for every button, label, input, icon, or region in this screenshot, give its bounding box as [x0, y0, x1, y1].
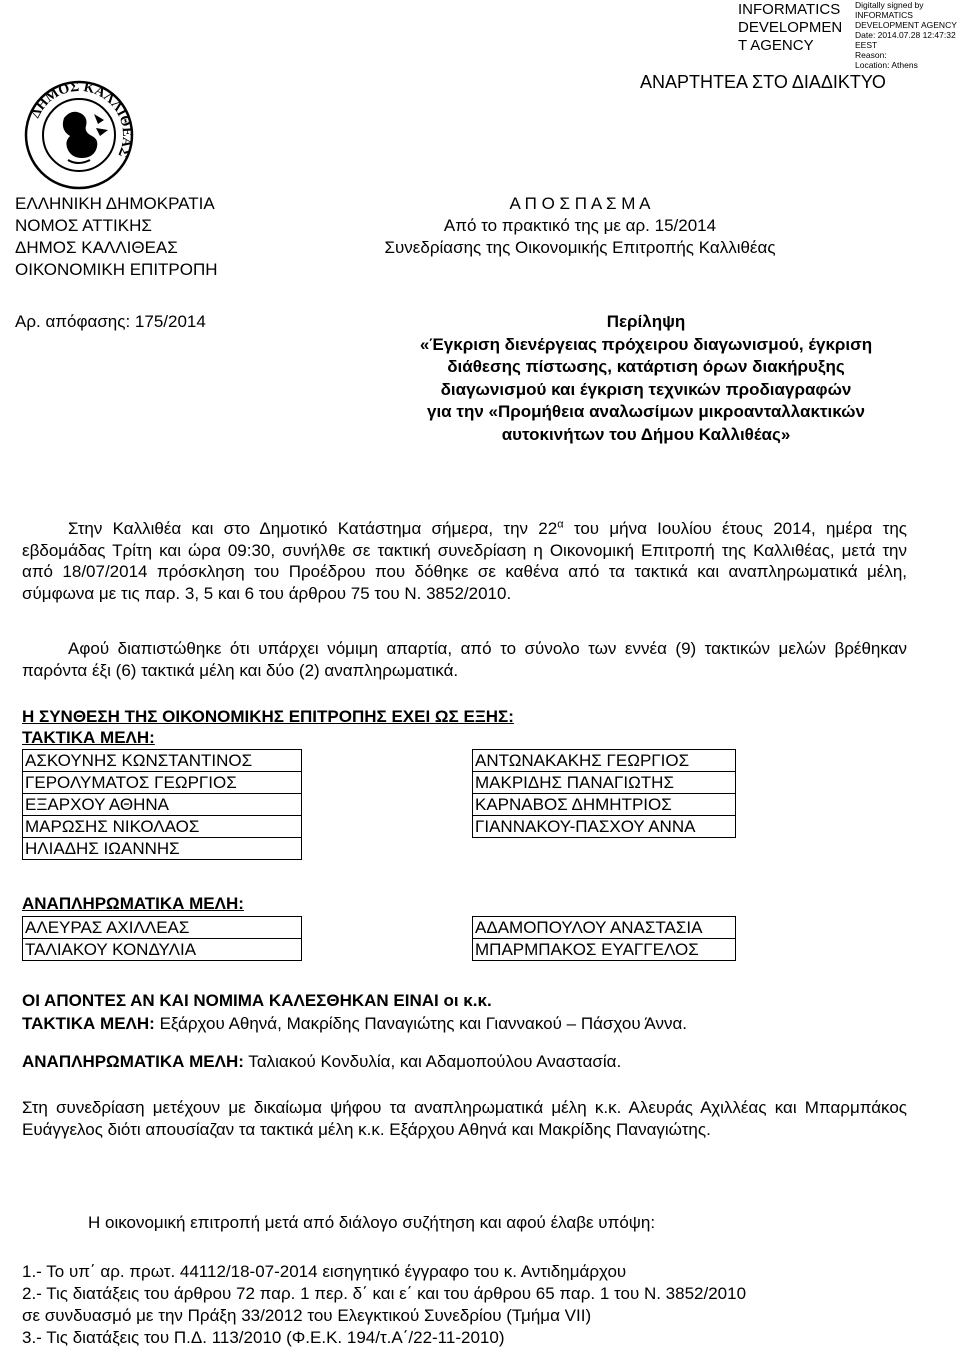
member-name: ΗΛΙΑΔΗΣ ΙΩΑΝΝΗΣ: [23, 838, 302, 860]
member-name: ΑΝΤΩΝΑΚΑΚΗΣ ΓΕΩΡΓΙΟΣ: [473, 750, 736, 772]
signature-detail-line: Location: Athens: [855, 60, 918, 70]
member-name: ΜΑΡΩΣΗΣ ΝΙΚΟΛΑΟΣ: [23, 816, 302, 838]
quorum-text: Αφού διαπιστώθηκε ότι υπάρχει νόμιμη απαρτία, από το σύνολο των εννέα (9) τακτικών μελών βρέθηκαν παρόντα έξι (6) τακτικά μέλη και δύο (2) αναπληρωματικά.: [22, 639, 907, 680]
alternate-members-title: ΑΝΑΠΛΗΡΩΜΑΤΙΚΑ ΜΕΛΗ:: [22, 894, 244, 913]
summary-line: «Έγκριση διενέργειας πρόχειρου διαγωνισμού, έγκριση: [419, 334, 873, 354]
summary-line: διάθεσης πίστωσης, κατάρτιση όρων διακήρυξης: [447, 357, 845, 376]
signature-detail-line: EEST: [855, 40, 878, 50]
meeting-text-end: του μήνα Ιουλίου έτους 2014, ημέρα της εβδομάδας Τρίτη και ώρα 09:30, συνήλθε σε τακτική συνεδρίαση η Οικονομική Επιτροπή της Καλλιθέας, μετά την από 18/07/2014 πρόσκληση του Προέδρου που δόθηκε σε καθένα από τα τακτικά και αναπληρωματικά μέλη, σύμφωνα με τις παρ. 3, 5 και 6 του άρθρου 75 του Ν. 3852/2010.: [22, 519, 907, 603]
absent-regular-names: Εξάρχου Αθηνά, Μακρίδης Παναγιώτης και Γιαννακού – Πάσχου Άννα.: [154, 1014, 688, 1033]
summary-line: για την «Προμήθεια αναλωσίμων μικροανταλλακτικών: [427, 402, 865, 421]
table-row: [23, 838, 736, 860]
table-row: [23, 750, 736, 772]
list-item: 2.- Τις διατάξεις του άρθρου 72 παρ. 1 περ. δ΄ και ε΄ και του άρθρου 65 παρ. 1 του Ν. 3852/2010: [22, 1284, 747, 1303]
considerations-intro: Η οικονομική επιτροπή μετά από διάλογο συζήτηση και αφού έλαβε υπόψη:: [88, 1213, 656, 1232]
regular-members-title: ΤΑΚΤΙΚΑ ΜΕΛΗ:: [22, 728, 155, 747]
member-name: ΕΞΑΡΧΟΥ ΑΘΗΝΑ: [23, 794, 302, 816]
member-name: ΚΑΡΝΑΒΟΣ ΔΗΜΗΤΡΙΟΣ: [473, 794, 736, 816]
member-name: ΓΙΑΝΝΑΚΟΥ-ΠΑΣΧΟΥ ΑΝΝΑ: [473, 816, 736, 838]
summary-title: Περίληψη: [606, 312, 686, 331]
absent-regular-line: [22, 1013, 687, 1034]
regular-members-table: [22, 749, 736, 860]
considerations-list: [22, 1261, 746, 1349]
composition-title: Η ΣΥΝΘΕΣΗ ΤΗΣ ΟΙΚΟΝΟΜΙΚΗΣ ΕΠΙΤΡΟΠΗΣ ΕΧΕΙ ΩΣ ΕΞΗΣ:: [22, 707, 514, 726]
absent-title: ΟΙ ΑΠΟΝΤΕΣ ΑΝ ΚΑΙ ΝΟΜΙΜΑ ΚΑΛΕΣΘΗΚΑΝ ΕΙΝΑΙ οι κ.κ.: [22, 991, 492, 1010]
issuer-line: ΝΟΜΟΣ ΑΤΤΙΚΗΣ: [15, 216, 152, 235]
absent-alternate-label: ΑΝΑΠΛΗΡΩΜΑΤΙΚΑ ΜΕΛΗ:: [22, 1052, 244, 1071]
signature-detail-line: Reason:: [855, 50, 887, 60]
extract-title: Α Π Ο Σ Π Α Σ Μ Α: [509, 194, 651, 213]
member-name: ΑΔΑΜΟΠΟΥΛΟΥ ΑΝΑΣΤΑΣΙΑ: [473, 917, 736, 939]
table-row: [23, 917, 736, 939]
member-name: ΜΠΑΡΜΠΑΚΟΣ ΕΥΑΓΓΕΛΟΣ: [473, 939, 736, 961]
date-superscript: α: [557, 518, 564, 531]
table-row: [23, 772, 736, 794]
member-name: ΑΣΚΟΥΝΗΣ ΚΩΝΣΤΑΝΤΙΝΟΣ: [23, 750, 302, 772]
meeting-text-start: Στην Καλλιθέα και στο Δημοτικό Κατάστημα σήμερα, την 22: [68, 519, 558, 538]
publish-note: ΑΝΑΡΤΗΤΕΑ ΣΤΟ ΔΙΑΔΙΚΤΥΟ: [640, 72, 886, 92]
list-item: 3.- Τις διατάξεις του Π.Δ. 113/2010 (Φ.Ε.Κ. 194/τ.Α΄/22-11-2010): [22, 1328, 505, 1347]
summary-line: διαγωνισμού και έγκριση τεχνικών προδιαγραφών: [440, 379, 852, 399]
table-row: [23, 816, 736, 838]
voting-paragraph: Στη συνεδρίαση μετέχουν με δικαίωμα ψήφου τα αναπληρωματικά μέλη κ.κ. Αλευράς Αχιλλέας και Μπαρμπάκος Ευάγγελος διότι απουσίαζαν τα τακτικά μέλη κ.κ. Εξάρχου Αθηνά και Μακρίδης Παναγιώτης.: [22, 1098, 907, 1139]
issuer-line: ΔΗΜΟΣ ΚΑΛΛΙΘΕΑΣ: [15, 238, 178, 257]
signature-org-line: T AGENCY: [738, 37, 814, 54]
summary-line: αυτοκινήτων του Δήμου Καλλιθέας»: [501, 424, 791, 444]
signature-org-line: DEVELOPMEN: [738, 19, 843, 36]
issuer-line: ΟΙΚΟΝΟΜΙΚΗ ΕΠΙΤΡΟΠΗ: [15, 260, 218, 279]
signature-org-line: INFORMATICS: [738, 1, 841, 18]
signature-detail-line: Date: 2014.07.28 12:47:32: [855, 30, 956, 40]
issuer-header: [15, 193, 218, 281]
table-row: [23, 794, 736, 816]
meeting-paragraph: [22, 518, 907, 604]
list-item: 1.- Το υπ΄ αρ. πρωτ. 44112/18-07-2014 εισηγητικό έγγραφο του κ. Αντιδημάρχου: [22, 1262, 627, 1281]
issuer-line: ΕΛΛΗΝΙΚΗ ΔΗΜΟΚΡΑΤΙΑ: [15, 194, 215, 213]
signature-organization: [738, 1, 842, 55]
extract-line: Από το πρακτικό της με αρ. 15/2014: [443, 216, 717, 235]
absent-regular-label: ΤΑΚΤΙΚΑ ΜΕΛΗ:: [22, 1014, 155, 1033]
list-item: σε συνδυασμό με την Πράξη 33/2012 του Ελεγκτικού Συνεδρίου (Τμήμα VII): [22, 1306, 592, 1325]
seal-text: ΔΗΜΟΣ ΚΑΛΛΙΘΕΑΣ: [28, 80, 134, 160]
summary: [360, 311, 932, 446]
quorum-paragraph: [22, 638, 907, 681]
municipality-seal-logo: [24, 80, 134, 190]
member-name: ΤΑΛΙΑΚΟΥ ΚΟΝΔΥΛΙΑ: [23, 939, 302, 961]
member-name: ΓΕΡΟΛΥΜΑΤΟΣ ΓΕΩΡΓΙΟΣ: [23, 772, 302, 794]
signature-details: [855, 0, 957, 70]
decision-number: Αρ. απόφασης: 175/2014: [15, 312, 206, 331]
alternate-members-table: [22, 916, 736, 961]
table-row: [23, 939, 736, 961]
extract-line: Συνεδρίασης της Οικονομικής Επιτροπής Καλλιθέας: [384, 238, 776, 257]
signature-detail-line: INFORMATICS: [855, 10, 913, 20]
signature-detail-line: Digitally signed by: [855, 0, 924, 10]
extract-header: [380, 193, 780, 259]
signature-detail-line: DEVELOPMENT AGENCY: [855, 20, 957, 30]
member-name: ΜΑΚΡΙΔΗΣ ΠΑΝΑΓΙΩΤΗΣ: [473, 772, 736, 794]
absent-alternate-names: Ταλιακού Κονδυλία, και Αδαμοπούλου Αναστασία.: [243, 1052, 622, 1071]
absent-alternate-line: [22, 1051, 621, 1072]
member-name: ΑΛΕΥΡΑΣ ΑΧΙΛΛΕΑΣ: [23, 917, 302, 939]
